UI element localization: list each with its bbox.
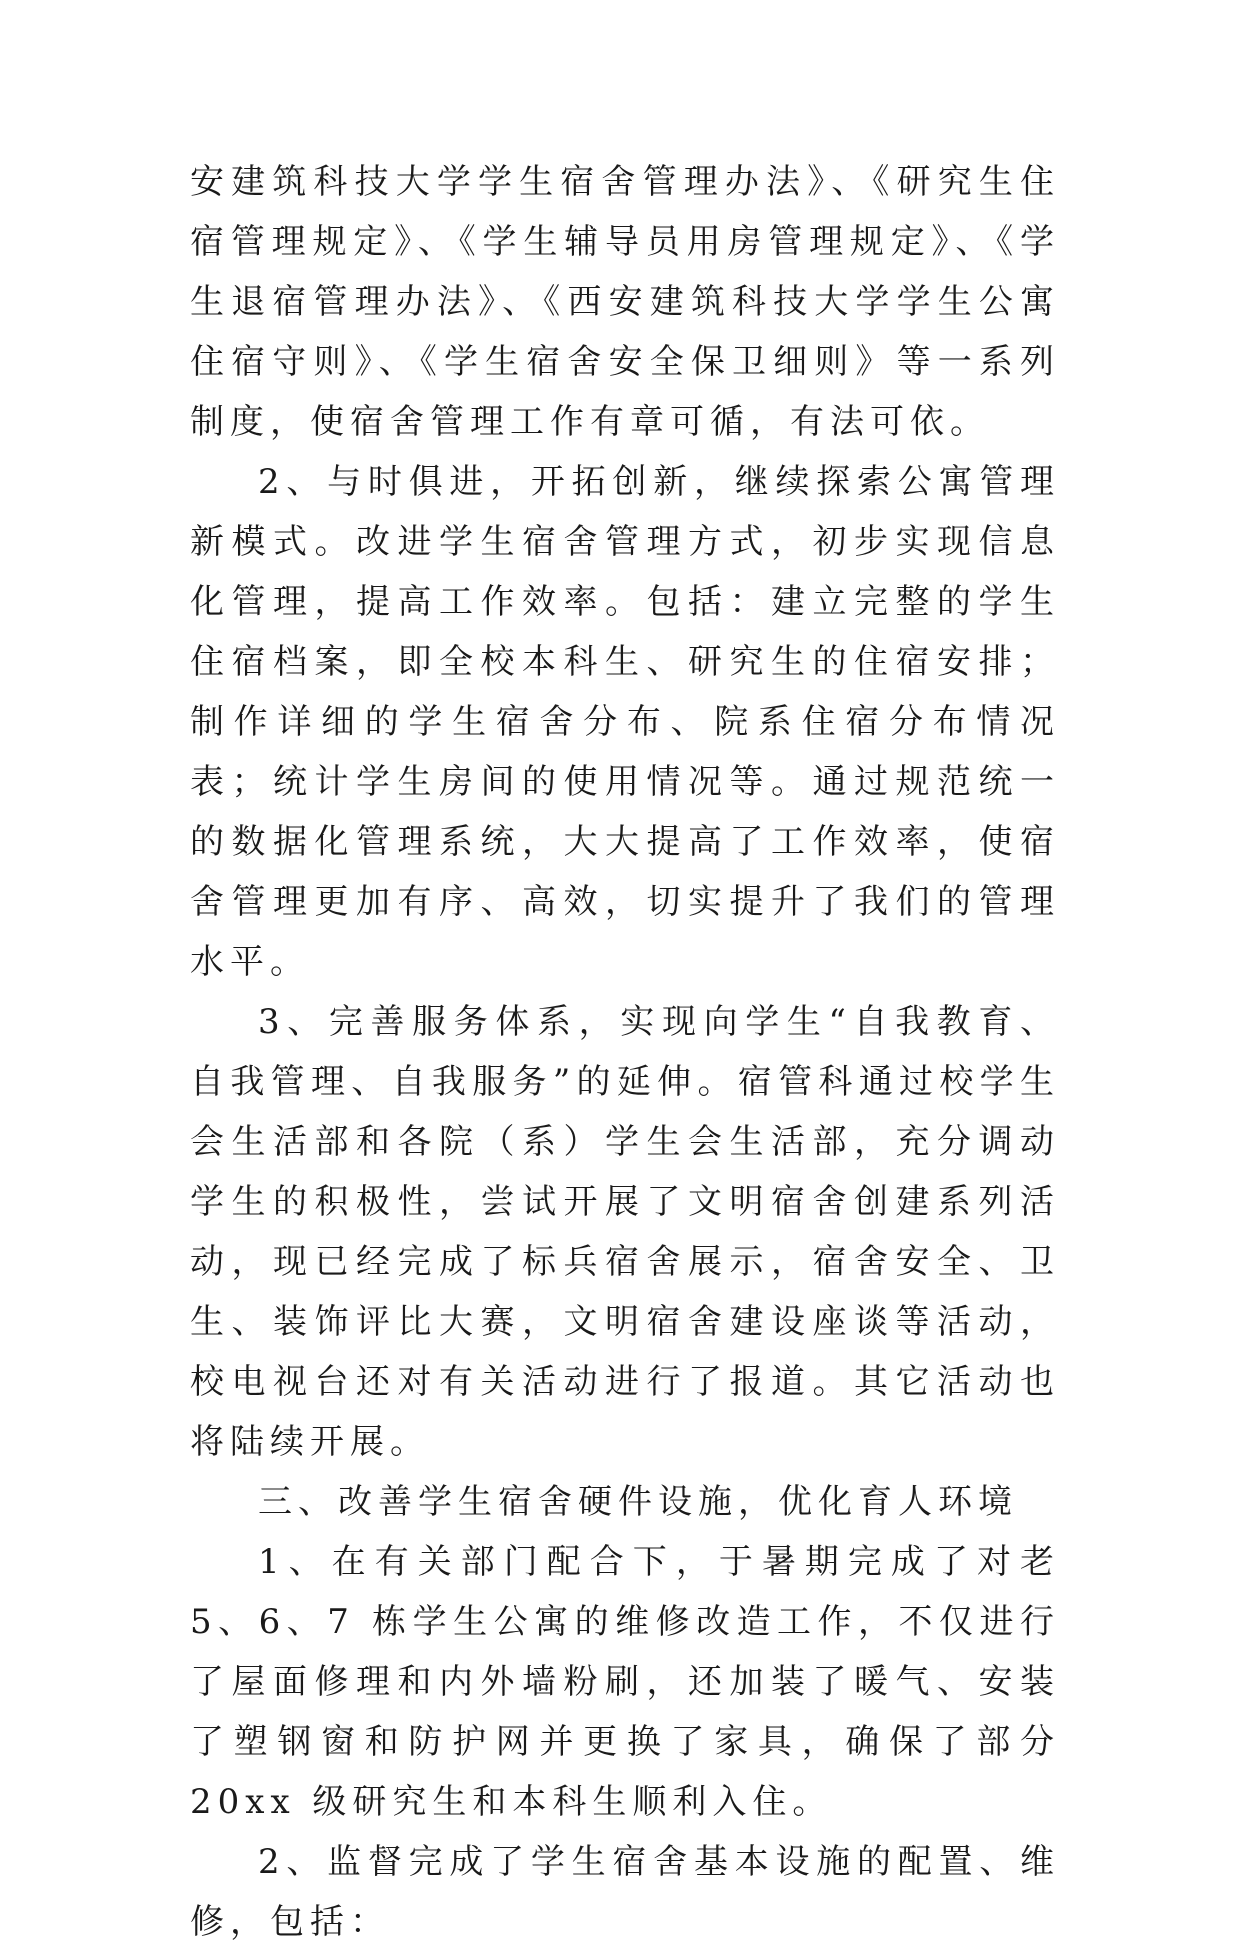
document-body bbox=[190, 152, 1060, 1952]
paragraph-item-3-service-system: 3、完善服务体系，实现向学生“自我教育、自我管理、自我服务”的延伸。宿管科通过校学生会生活部和各院（系）学生会生活部，充分调动学生的积极性，尝试开展了文明宿舍创建系列活动，现已经完成了标兵宿舍展示，宿舍安全、卫生、装饰评比大赛，文明宿舍建设座谈等活动，校电视台还对有关活动进行了报道。其它活动也将陆续开展。 bbox=[190, 1002, 1060, 1462]
section-heading-three: 三、改善学生宿舍硬件设施，优化育人环境 bbox=[258, 1482, 1018, 1522]
paragraph-item-2-innovation: 2、与时俱进，开拓创新，继续探索公寓管理新模式。改进学生宿舍管理方式，初步实现信息化管理，提高工作效率。包括：建立完整的学生住宿档案，即全校本科生、研究生的住宿安排；制作详细的学生宿舍分布、院系住宿分布情况表；统计学生房间的使用情况等。通过规范统一的数据化管理系统，大大提高了工作效率，使宿舍管理更加有序、高效，切实提升了我们的管理水平。 bbox=[190, 462, 1060, 982]
paragraph-item-2-facilities: 2、监督完成了学生宿舍基本设施的配置、维修，包括： bbox=[190, 1842, 1060, 1942]
paragraph-regulations-list: 安建筑科技大学学生宿舍管理办法》、《研究生住宿管理规定》、《学生辅导员用房管理规定》、《学生退宿管理办法》、《西安建筑科技大学学生公寓住宿守则》、《学生宿舍安全保卫细则》等一系列制度，使宿舍管理工作有章可循，有法可依。 bbox=[190, 162, 1060, 442]
paragraph-item-1-renovation: 1、在有关部门配合下，于暑期完成了对老 5、6、7 栋学生公寓的维修改造工作，不仅进行了屋面修理和内外墙粉刷，还加装了暖气、安装了塑钢窗和防护网并更换了家具，确保了部分 20xx 级研究生和本科生顺利入住。 bbox=[190, 1542, 1060, 1822]
